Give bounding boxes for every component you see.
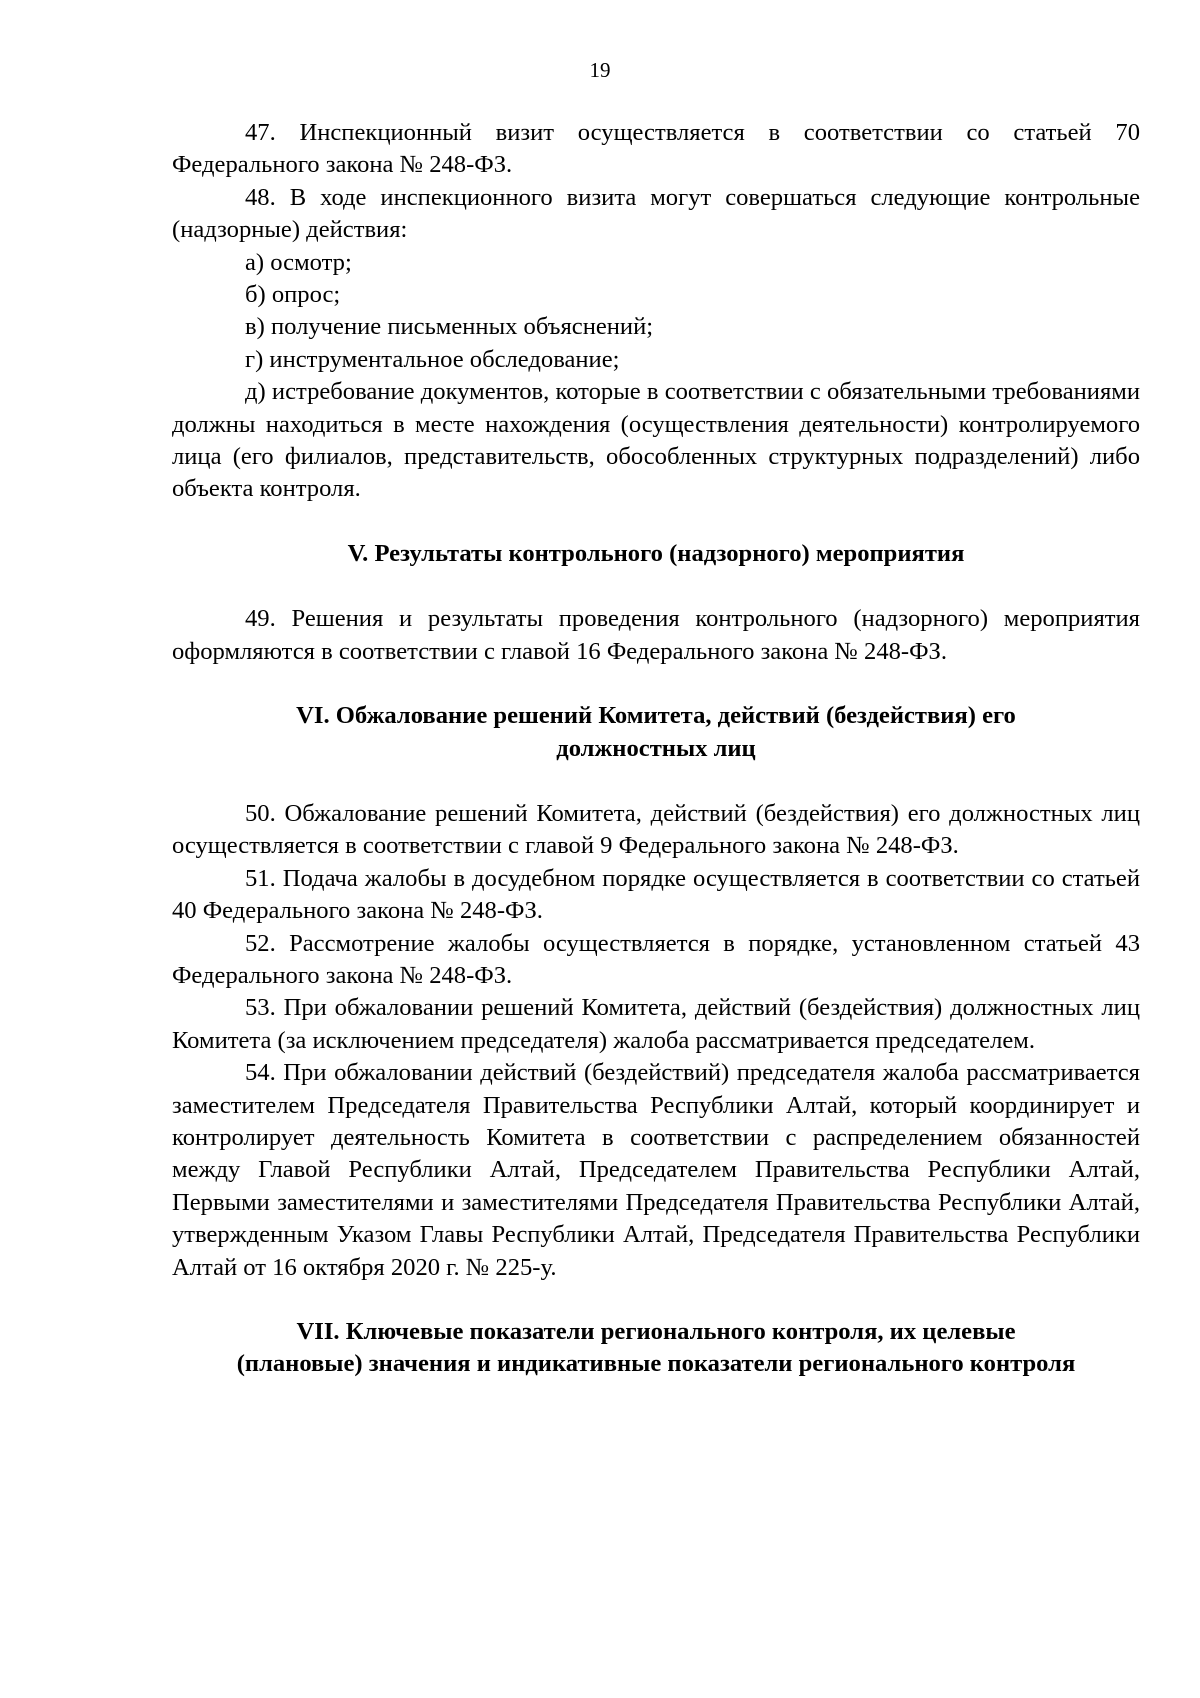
paragraph-51: 51. Подача жалобы в досудебном порядке осуществляется в соответствии со статьей 40 Федерального закона № 248-ФЗ. [172, 864, 1140, 925]
list-item-a: а) осмотр; [245, 248, 352, 276]
paragraph-53: 53. При обжаловании решений Комитета, действий (бездействия) должностных лиц Комитета (за исключением председателя) жалоба рассматривается председателем. [172, 994, 1140, 1054]
list-item-b: б) опрос; [245, 281, 341, 309]
list-item-d: д) истребование документов, которые в соответствии с обязательными требованиями должны находиться в месте нахождения (осуществления деятельности) контролируемого лица (его филиалов, представительств, обособленных структурных подразделений) либо объекта контроля. [172, 378, 1140, 503]
section-vii-heading-line-1: VII. Ключевые показатели регионального контроля, их целевые [296, 1318, 1016, 1345]
page-number: 19 [589, 58, 611, 82]
paragraph-47: 47. Инспекционный визит осуществляется в соответствии со статьей 70 Федерального закона № 248-ФЗ. [172, 119, 1140, 179]
paragraph-48: 48. В ходе инспекционного визита могут совершаться следующие контрольные (надзорные) действия: [172, 183, 1140, 244]
paragraph-54: 54. При обжаловании действий (бездействий) председателя жалоба рассматривается заместителем Председателя Правительства Республики Алтай, который координирует и контролирует деятельность Комитета в соответствии с распределением обязанностей между Главой Республики Алтай, Председателем Правительства Республики Алтай, Первыми заместителями и заместителями Председателя Правительства Республики Алтай, утвержденным Указом Главы Республики Алтай, Председателя Правительства Республики Алтай от 16 октября 2020 г. № 225-у. [172, 1059, 1140, 1281]
section-vi-heading-line-2: должностных лиц [556, 734, 756, 762]
paragraph-49: 49. Решения и результаты проведения контрольного (надзорного) мероприятия оформляются в соответствии с главой 16 Федерального закона № 248-ФЗ. [172, 605, 1140, 665]
paragraph-50: 50. Обжалование решений Комитета, действий (бездействия) его должностных лиц осуществляется в соответствии с главой 9 Федерального закона № 248-ФЗ. [172, 799, 1140, 860]
section-vi-heading [172, 700, 1140, 765]
document-body [172, 117, 1140, 1381]
list-item-v: в) получение письменных объяснений; [245, 313, 654, 341]
section-vi-heading-line-1: VI. Обжалование решений Комитета, действий (бездействия) его [296, 702, 1016, 730]
section-vii-heading-line-2: (плановые) значения и индикативные показатели регионального контроля [236, 1350, 1076, 1378]
section-v-heading: V. Результаты контрольного (надзорного) мероприятия [347, 539, 965, 567]
paragraph-52: 52. Рассмотрение жалобы осуществляется в порядке, установленном статьей 43 Федерального закона № 248-ФЗ. [172, 929, 1140, 989]
section-vii-heading [172, 1316, 1140, 1381]
list-item-g: г) инструментальное обследование; [245, 345, 620, 373]
